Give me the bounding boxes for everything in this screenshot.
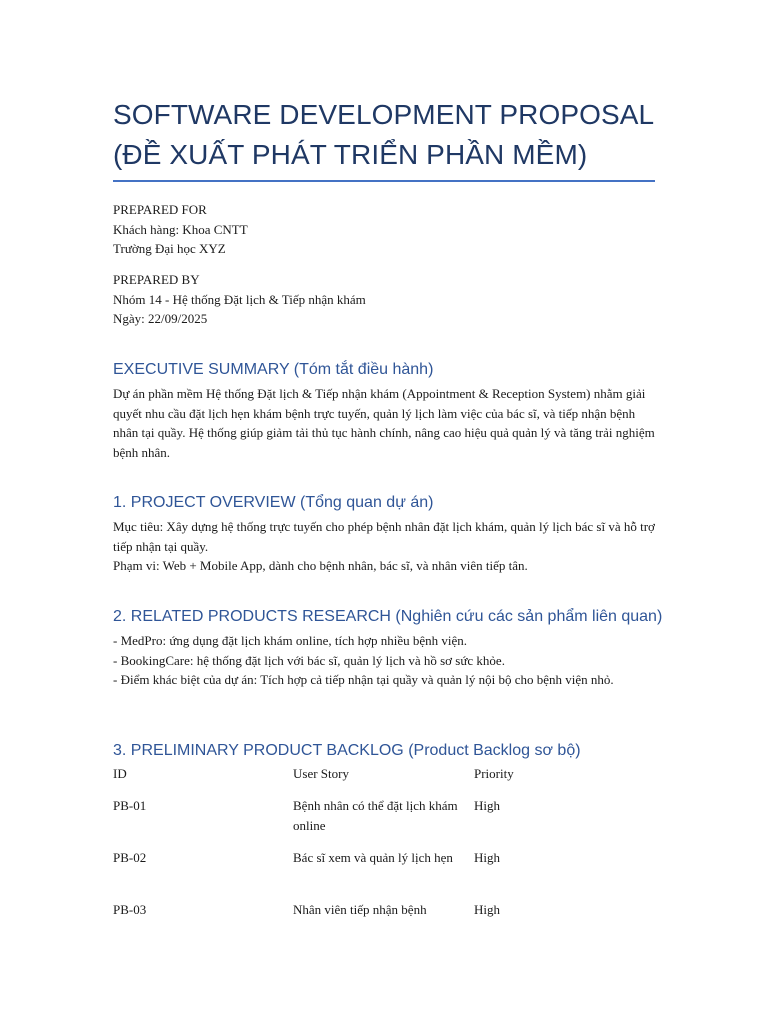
prepared-for-block [113, 200, 658, 259]
backlog-table [113, 764, 658, 932]
document-title [113, 95, 673, 175]
backlog-row-priority: High [474, 902, 500, 917]
prepared-by-date: Ngày: 22/09/2025 [113, 311, 208, 326]
related-product-item: - BookingCare: hệ thống đặt lịch với bác sĩ, quản lý lịch và hồ sơ sức khỏe. [113, 652, 505, 668]
backlog-row-id: PB-03 [113, 902, 147, 917]
backlog-header-story: User Story [293, 766, 349, 781]
backlog-row-priority: High [474, 850, 500, 865]
title-divider [113, 180, 655, 182]
related-product-item: - MedPro: ứng dụng đặt lịch khám online, tích hợp nhiều bệnh viện. [113, 633, 468, 648]
backlog-row [113, 848, 658, 900]
backlog-row-story: Bệnh nhân có thể đặt lịch khám online [293, 798, 458, 833]
project-overview-heading: 1. PROJECT OVERVIEW (Tổng quan dự án) [113, 494, 434, 511]
backlog-row [113, 796, 658, 848]
project-scope-text: Phạm vi: Web + Mobile App, dành cho bệnh nhân, bác sĩ, và nhân viên tiếp tân. [113, 558, 528, 573]
prepared-for-client: Khách hàng: Khoa CNTT [113, 221, 248, 237]
backlog-row [113, 900, 658, 932]
backlog-heading: 3. PRELIMINARY PRODUCT BACKLOG (Product Backlog sơ bộ) [113, 742, 581, 759]
project-goal-text: Mục tiêu: Xây dựng hệ thống trực tuyến cho phép bệnh nhân đặt lịch khám, quản lý lịch bác sĩ và hỗ trợ tiếp nhận tại quầy. [113, 519, 655, 554]
backlog-row-priority: High [474, 798, 500, 813]
prepared-for-school: Trường Đại học XYZ [113, 241, 226, 256]
title-line-2: (ĐỀ XUẤT PHÁT TRIỂN PHẦN MỀM) [113, 139, 588, 170]
executive-summary-text: Dự án phần mềm Hệ thống Đặt lịch & Tiếp nhận khám (Appointment & Reception System) nhằm giải quyết nhu cầu đặt lịch hẹn khám bệnh trực tuyến, quản lý lịch làm việc của bác sĩ, và tiếp nhận bệnh nhân tại quầy. Hệ thống giúp giảm tải thủ tục hành chính, nâng cao hiệu quả quản lý và tăng trải nghiệm bệnh nhân. [113, 386, 655, 460]
backlog-header-row [113, 764, 658, 796]
backlog-row-story: Bác sĩ xem và quản lý lịch hẹn [293, 850, 453, 865]
related-product-item: - Điểm khác biệt của dự án: Tích hợp cả tiếp nhận tại quầy và quản lý nội bộ cho bệnh viện nhỏ. [113, 672, 614, 687]
executive-summary-block [113, 384, 658, 462]
backlog-row-id: PB-01 [113, 798, 147, 813]
related-products-heading: 2. RELATED PRODUCTS RESEARCH (Nghiên cứu các sản phẩm liên quan) [113, 608, 663, 625]
backlog-row-story: Nhân viên tiếp nhận bệnh [293, 902, 427, 917]
prepared-by-team: Nhóm 14 - Hệ thống Đặt lịch & Tiếp nhận khám [113, 291, 366, 307]
project-overview-block [113, 517, 658, 576]
backlog-row-id: PB-02 [113, 850, 147, 865]
backlog-header-priority: Priority [474, 766, 514, 781]
prepared-by-label: PREPARED BY [113, 272, 200, 287]
title-line-1: SOFTWARE DEVELOPMENT PROPOSAL [113, 99, 655, 130]
backlog-header-id: ID [113, 766, 127, 781]
related-products-block [113, 631, 658, 690]
prepared-by-block [113, 270, 658, 329]
executive-summary-heading: EXECUTIVE SUMMARY (Tóm tắt điều hành) [113, 361, 434, 378]
prepared-for-label: PREPARED FOR [113, 202, 207, 217]
